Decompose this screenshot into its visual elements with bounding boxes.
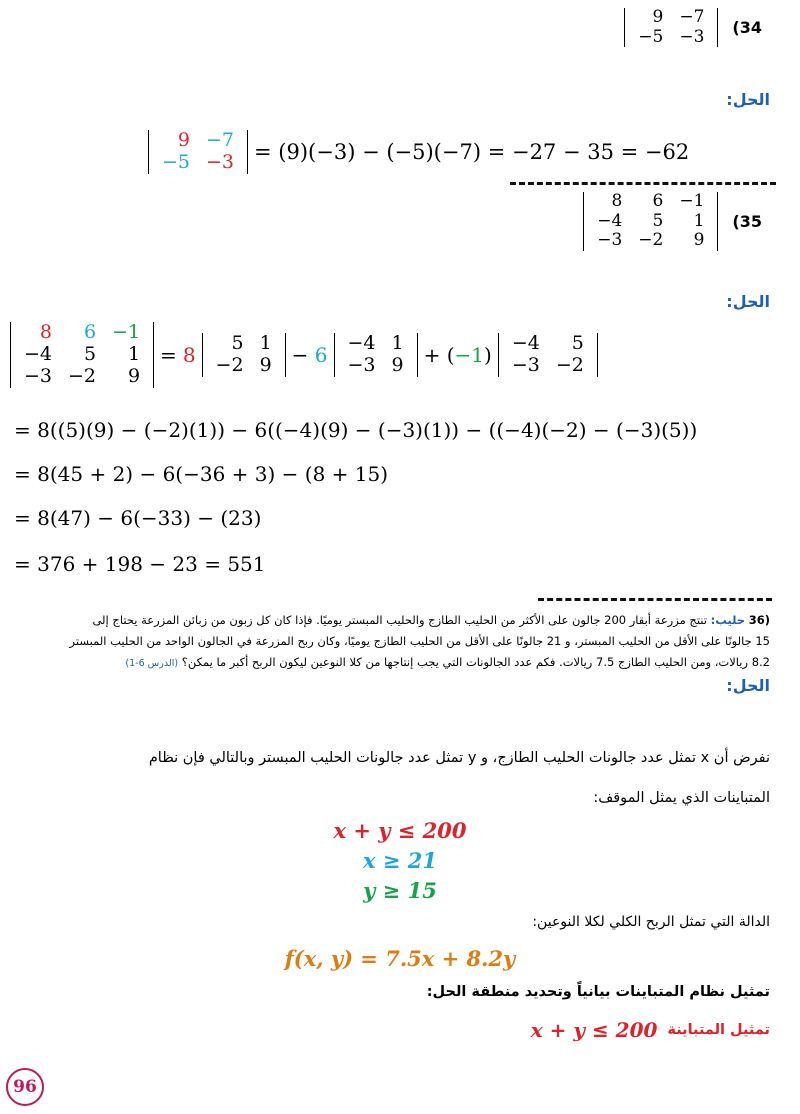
problem-34-solution-label: الحل:: [726, 90, 770, 109]
graph-inequality: x + y ≤ 200: [530, 1018, 658, 1042]
problem-35-step-1: = 8((5)(9) − (−2)(1)) − 6((−4)(9) − (−3)(1)) − ((−4)(−2) − (−3)(5)): [14, 418, 698, 442]
problem-34-result: = (9)(−3) − (−5)(−7) = −27 − 35 = −62: [254, 139, 690, 164]
minor-3: −4 5 −3 −2: [498, 333, 598, 377]
problem-36-text-line-2: 15 جالونًا على الأقل من الحليب المبستر، و 21 جالونًا على الأقل من الحليب الطازج يوميًا، وكان ربح المزرعة في الجالون الواحد من الحليب المبستر: [69, 634, 770, 648]
problem-36-assume-line-1: نفرض أن x تمثل عدد جالونات الحليب الطازج، و y تمثل عدد جالونات الحليب المبستر وبالتالي فإن نظام: [148, 750, 770, 766]
graph-inequality-line: [531, 1018, 770, 1042]
inequality-1: x + y ≤ 200: [333, 818, 467, 843]
inequality-2: x ≥ 21: [363, 848, 437, 873]
graph-label: تمثيل نظام المتباينات بيانياً وتحديد منطقة الحل:: [426, 984, 770, 1000]
problem-36-text-line-1: تنتج مزرعة أبقار 200 جالون على الأكثر من الحليب الطازج والحليب المبستر يوميًا. فإذا كان كل زبون من زبائن المزرعة يحتاج إلى: [92, 613, 707, 627]
page-number-badge: [6, 1068, 44, 1106]
page-number: 96: [13, 1077, 37, 1097]
problem-35-expansion: 8 6 −1 −4 5 1 −3 −2 9 = 8 5 1 −2 9 − 6 −4 1 −3 9 + ( −1 ) −4 5 −3 −2: [10, 322, 598, 388]
profit-label: الدالة التي تمثل الربح الكلي لكلا النوعين:: [532, 914, 770, 930]
minor-1: 5 1 −2 9: [202, 333, 286, 377]
problem-34-statement: [624, 8, 762, 47]
problem-35-determinant: 8 6 −1 −4 5 1 −3 −2 9: [583, 192, 718, 251]
cofactor-1: 8: [182, 342, 196, 367]
problem-35-step-2: = 8(45 + 2) − 6(−36 + 3) − (8 + 15): [14, 462, 389, 486]
problem-36-lesson-ref: (الدرس 6-1): [125, 658, 179, 669]
minor-2: −4 1 −3 9: [334, 333, 418, 377]
problem-35-number: (35: [732, 211, 762, 231]
problem-34-determinant: 9 −7 −5 −3: [624, 8, 718, 47]
problem-36-title: حليب:: [710, 613, 746, 627]
problem-36-statement: [25, 610, 770, 674]
problem-34-number: (34: [732, 18, 762, 38]
profit-function: f(x, y) = 7.5x + 8.2y: [284, 946, 516, 971]
separator-1: [510, 182, 776, 185]
problem-35-step-3: = 8(47) − 6(−33) − (23): [14, 506, 262, 530]
cofactor-3: −1: [454, 342, 485, 367]
problem-36-assume-line-2: المتباينات الذي يمثل الموقف:: [593, 790, 770, 806]
problem-35-step-4: = 376 + 198 − 23 = 551: [14, 552, 266, 576]
cofactor-2: 6: [314, 342, 328, 367]
problem-35-solution-determinant: 8 6 −1 −4 5 1 −3 −2 9: [10, 322, 154, 388]
problem-34-solution: [148, 130, 689, 174]
problem-36-solution-label: الحل:: [726, 676, 770, 695]
problem-36-text-line-3: 8.2 ريالات، ومن الحليب الطازج 7.5 ريالات. فكم عدد الجالونات التي يجب إنتاجها من كلا النوعين ليكون الربح أكبر ما يمكن؟: [181, 655, 770, 669]
separator-2: [538, 598, 772, 601]
problem-36-assume: [30, 738, 770, 818]
problem-35-statement: [583, 192, 762, 251]
problem-36-number: 36): [748, 613, 770, 627]
problem-35-solution-label: الحل:: [726, 292, 770, 311]
graph-inequality-label: تمثيل المتباينة: [667, 1022, 770, 1038]
inequality-3: y ≥ 15: [363, 878, 437, 903]
problem-34-solution-determinant: 9 −7 −5 −3: [148, 130, 248, 174]
